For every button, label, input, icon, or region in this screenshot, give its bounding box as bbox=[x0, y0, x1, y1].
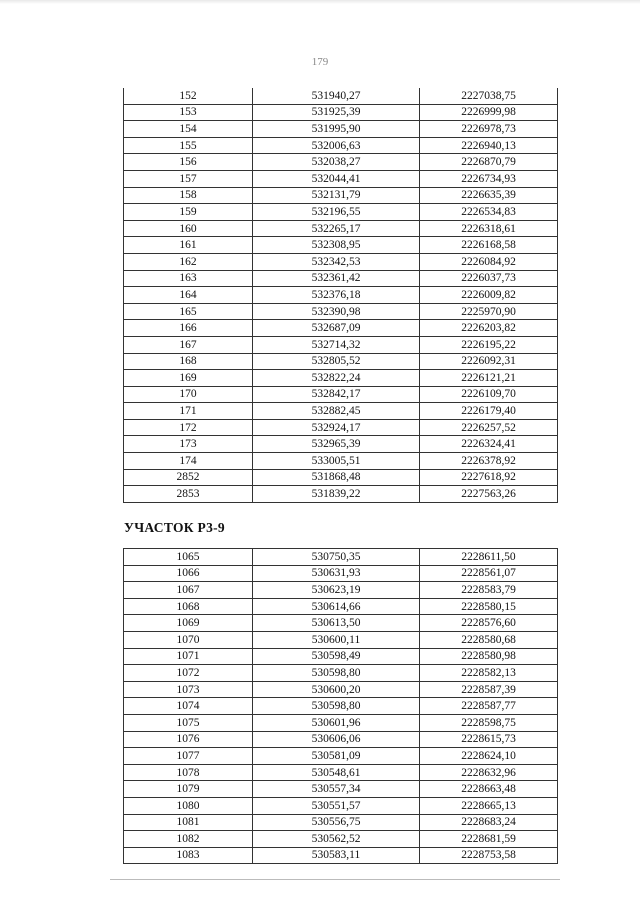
point-number-cell: 1077 bbox=[124, 748, 253, 765]
x-coordinate-cell: 530551,57 bbox=[253, 797, 420, 814]
y-coordinate-cell: 2226999,98 bbox=[420, 104, 558, 121]
point-number-cell: 164 bbox=[124, 287, 253, 304]
table-row bbox=[124, 831, 558, 848]
table-row bbox=[124, 320, 558, 337]
table-row bbox=[124, 336, 558, 353]
x-coordinate-cell: 531925,39 bbox=[253, 104, 420, 121]
section-title: УЧАСТОК Р3-9 bbox=[124, 520, 225, 535]
table-row bbox=[124, 403, 558, 420]
table-row bbox=[124, 549, 558, 566]
point-number-cell: 165 bbox=[124, 303, 253, 320]
x-coordinate-cell: 532361,42 bbox=[253, 270, 420, 287]
x-coordinate-cell: 532342,53 bbox=[253, 253, 420, 270]
y-coordinate-cell: 2228580,98 bbox=[420, 648, 558, 665]
y-coordinate-cell: 2228615,73 bbox=[420, 731, 558, 748]
table-row bbox=[124, 615, 558, 632]
x-coordinate-cell: 532965,39 bbox=[253, 436, 420, 453]
table-row bbox=[124, 204, 558, 221]
point-number-cell: 162 bbox=[124, 253, 253, 270]
x-coordinate-cell: 532687,09 bbox=[253, 320, 420, 337]
x-coordinate-cell: 530613,50 bbox=[253, 615, 420, 632]
point-number-cell: 1081 bbox=[124, 814, 253, 831]
table-row bbox=[124, 847, 558, 864]
table-row bbox=[124, 287, 558, 304]
y-coordinate-cell: 2226109,70 bbox=[420, 386, 558, 403]
point-number-cell: 168 bbox=[124, 353, 253, 370]
y-coordinate-cell: 2226195,22 bbox=[420, 336, 558, 353]
point-number-cell: 154 bbox=[124, 121, 253, 138]
table-row bbox=[124, 698, 558, 715]
y-coordinate-cell: 2228665,13 bbox=[420, 797, 558, 814]
y-coordinate-cell: 2226318,61 bbox=[420, 220, 558, 237]
y-coordinate-cell: 2226084,92 bbox=[420, 253, 558, 270]
point-number-cell: 1065 bbox=[124, 549, 253, 566]
table-row bbox=[124, 270, 558, 287]
point-number-cell: 166 bbox=[124, 320, 253, 337]
point-number-cell: 1083 bbox=[124, 847, 253, 864]
point-number-cell: 2852 bbox=[124, 469, 253, 486]
point-number-cell: 169 bbox=[124, 370, 253, 387]
x-coordinate-cell: 532006,63 bbox=[253, 137, 420, 154]
x-coordinate-cell: 531940,27 bbox=[253, 88, 420, 104]
table-row bbox=[124, 453, 558, 470]
x-coordinate-cell: 530750,35 bbox=[253, 549, 420, 566]
table-row bbox=[124, 797, 558, 814]
y-coordinate-cell: 2226635,39 bbox=[420, 187, 558, 204]
table-row bbox=[124, 121, 558, 138]
x-coordinate-cell: 530606,06 bbox=[253, 731, 420, 748]
y-coordinate-cell: 2228632,96 bbox=[420, 764, 558, 781]
table-row bbox=[124, 748, 558, 765]
point-number-cell: 1070 bbox=[124, 631, 253, 648]
x-coordinate-cell: 532265,17 bbox=[253, 220, 420, 237]
point-number-cell: 1079 bbox=[124, 781, 253, 798]
table-row bbox=[124, 303, 558, 320]
footer-rule bbox=[110, 879, 560, 880]
y-coordinate-cell: 2228580,15 bbox=[420, 598, 558, 615]
y-coordinate-cell: 2228753,58 bbox=[420, 847, 558, 864]
scan-edge bbox=[0, 0, 640, 4]
y-coordinate-cell: 2226203,82 bbox=[420, 320, 558, 337]
y-coordinate-cell: 2226324,41 bbox=[420, 436, 558, 453]
y-coordinate-cell: 2228611,50 bbox=[420, 549, 558, 566]
x-coordinate-cell: 532842,17 bbox=[253, 386, 420, 403]
point-number-cell: 1072 bbox=[124, 665, 253, 682]
x-coordinate-cell: 530631,93 bbox=[253, 565, 420, 582]
y-coordinate-cell: 2226378,92 bbox=[420, 453, 558, 470]
table-row bbox=[124, 648, 558, 665]
x-coordinate-cell: 530598,80 bbox=[253, 698, 420, 715]
x-coordinate-cell: 530583,11 bbox=[253, 847, 420, 864]
table-row bbox=[124, 814, 558, 831]
table-row bbox=[124, 88, 558, 104]
point-number-cell: 1071 bbox=[124, 648, 253, 665]
point-number-cell: 1074 bbox=[124, 698, 253, 715]
x-coordinate-cell: 532390,98 bbox=[253, 303, 420, 320]
x-coordinate-cell: 532924,17 bbox=[253, 419, 420, 436]
table-row bbox=[124, 237, 558, 254]
point-number-cell: 156 bbox=[124, 154, 253, 171]
y-coordinate-cell: 2228561,07 bbox=[420, 565, 558, 582]
x-coordinate-cell: 530600,11 bbox=[253, 631, 420, 648]
point-number-cell: 163 bbox=[124, 270, 253, 287]
point-number-cell: 1069 bbox=[124, 615, 253, 632]
x-coordinate-cell: 532308,95 bbox=[253, 237, 420, 254]
table-row bbox=[124, 436, 558, 453]
point-number-cell: 173 bbox=[124, 436, 253, 453]
point-number-cell: 1080 bbox=[124, 797, 253, 814]
y-coordinate-cell: 2226092,31 bbox=[420, 353, 558, 370]
point-number-cell: 2853 bbox=[124, 486, 253, 503]
y-coordinate-cell: 2226534,83 bbox=[420, 204, 558, 221]
table-row bbox=[124, 469, 558, 486]
x-coordinate-cell: 530562,52 bbox=[253, 831, 420, 848]
x-coordinate-cell: 530601,96 bbox=[253, 714, 420, 731]
table-row bbox=[124, 419, 558, 436]
y-coordinate-cell: 2226870,79 bbox=[420, 154, 558, 171]
point-number-cell: 160 bbox=[124, 220, 253, 237]
x-coordinate-cell: 532131,79 bbox=[253, 187, 420, 204]
table-row bbox=[124, 665, 558, 682]
y-coordinate-cell: 2228598,75 bbox=[420, 714, 558, 731]
table-row bbox=[124, 631, 558, 648]
y-coordinate-cell: 2226734,93 bbox=[420, 170, 558, 187]
y-coordinate-cell: 2226257,52 bbox=[420, 419, 558, 436]
y-coordinate-cell: 2226168,58 bbox=[420, 237, 558, 254]
point-number-cell: 1073 bbox=[124, 681, 253, 698]
point-number-cell: 1075 bbox=[124, 714, 253, 731]
y-coordinate-cell: 2228624,10 bbox=[420, 748, 558, 765]
point-number-cell: 1076 bbox=[124, 731, 253, 748]
point-number-cell: 1082 bbox=[124, 831, 253, 848]
table1-body bbox=[124, 88, 558, 502]
table-row bbox=[124, 137, 558, 154]
table-row bbox=[124, 170, 558, 187]
x-coordinate-cell: 530581,09 bbox=[253, 748, 420, 765]
table-row bbox=[124, 370, 558, 387]
table-row bbox=[124, 104, 558, 121]
x-coordinate-cell: 532044,41 bbox=[253, 170, 420, 187]
coordinates-table-r3-9 bbox=[123, 548, 558, 864]
y-coordinate-cell: 2227563,26 bbox=[420, 486, 558, 503]
point-number-cell: 153 bbox=[124, 104, 253, 121]
table2-body bbox=[124, 549, 558, 864]
point-number-cell: 1068 bbox=[124, 598, 253, 615]
table-row bbox=[124, 781, 558, 798]
y-coordinate-cell: 2227618,92 bbox=[420, 469, 558, 486]
table-row bbox=[124, 154, 558, 171]
x-coordinate-cell: 531839,22 bbox=[253, 486, 420, 503]
y-coordinate-cell: 2228681,59 bbox=[420, 831, 558, 848]
y-coordinate-cell: 2228582,13 bbox=[420, 665, 558, 682]
x-coordinate-cell: 530598,80 bbox=[253, 665, 420, 682]
y-coordinate-cell: 2226009,82 bbox=[420, 287, 558, 304]
point-number-cell: 161 bbox=[124, 237, 253, 254]
x-coordinate-cell: 530600,20 bbox=[253, 681, 420, 698]
point-number-cell: 158 bbox=[124, 187, 253, 204]
x-coordinate-cell: 532882,45 bbox=[253, 403, 420, 420]
y-coordinate-cell: 2225970,90 bbox=[420, 303, 558, 320]
y-coordinate-cell: 2226940,13 bbox=[420, 137, 558, 154]
x-coordinate-cell: 530623,19 bbox=[253, 582, 420, 599]
table-row bbox=[124, 681, 558, 698]
point-number-cell: 1078 bbox=[124, 764, 253, 781]
point-number-cell: 171 bbox=[124, 403, 253, 420]
y-coordinate-cell: 2228583,79 bbox=[420, 582, 558, 599]
x-coordinate-cell: 532714,32 bbox=[253, 336, 420, 353]
point-number-cell: 167 bbox=[124, 336, 253, 353]
y-coordinate-cell: 2226121,21 bbox=[420, 370, 558, 387]
point-number-cell: 174 bbox=[124, 453, 253, 470]
table-row bbox=[124, 187, 558, 204]
y-coordinate-cell: 2226179,40 bbox=[420, 403, 558, 420]
x-coordinate-cell: 530614,66 bbox=[253, 598, 420, 615]
table-row bbox=[124, 714, 558, 731]
table-row bbox=[124, 353, 558, 370]
table-row bbox=[124, 582, 558, 599]
point-number-cell: 155 bbox=[124, 137, 253, 154]
x-coordinate-cell: 530556,75 bbox=[253, 814, 420, 831]
x-coordinate-cell: 530557,34 bbox=[253, 781, 420, 798]
table-row bbox=[124, 764, 558, 781]
table-row bbox=[124, 253, 558, 270]
x-coordinate-cell: 530598,49 bbox=[253, 648, 420, 665]
table-row bbox=[124, 220, 558, 237]
x-coordinate-cell: 532805,52 bbox=[253, 353, 420, 370]
y-coordinate-cell: 2228663,48 bbox=[420, 781, 558, 798]
table-row bbox=[124, 598, 558, 615]
x-coordinate-cell: 532376,18 bbox=[253, 287, 420, 304]
x-coordinate-cell: 531995,90 bbox=[253, 121, 420, 138]
x-coordinate-cell: 533005,51 bbox=[253, 453, 420, 470]
x-coordinate-cell: 532822,24 bbox=[253, 370, 420, 387]
page-number: 179 bbox=[311, 56, 329, 68]
coordinates-table-continued bbox=[123, 88, 558, 503]
y-coordinate-cell: 2227038,75 bbox=[420, 88, 558, 104]
y-coordinate-cell: 2226978,73 bbox=[420, 121, 558, 138]
y-coordinate-cell: 2228576,60 bbox=[420, 615, 558, 632]
x-coordinate-cell: 531868,48 bbox=[253, 469, 420, 486]
x-coordinate-cell: 532038,27 bbox=[253, 154, 420, 171]
x-coordinate-cell: 530548,61 bbox=[253, 764, 420, 781]
y-coordinate-cell: 2228683,24 bbox=[420, 814, 558, 831]
table-row bbox=[124, 486, 558, 503]
point-number-cell: 170 bbox=[124, 386, 253, 403]
table-row bbox=[124, 731, 558, 748]
y-coordinate-cell: 2228587,77 bbox=[420, 698, 558, 715]
x-coordinate-cell: 532196,55 bbox=[253, 204, 420, 221]
y-coordinate-cell: 2228580,68 bbox=[420, 631, 558, 648]
y-coordinate-cell: 2228587,39 bbox=[420, 681, 558, 698]
point-number-cell: 159 bbox=[124, 204, 253, 221]
table-row bbox=[124, 386, 558, 403]
y-coordinate-cell: 2226037,73 bbox=[420, 270, 558, 287]
point-number-cell: 152 bbox=[124, 88, 253, 104]
point-number-cell: 157 bbox=[124, 170, 253, 187]
table-row bbox=[124, 565, 558, 582]
point-number-cell: 172 bbox=[124, 419, 253, 436]
point-number-cell: 1066 bbox=[124, 565, 253, 582]
point-number-cell: 1067 bbox=[124, 582, 253, 599]
